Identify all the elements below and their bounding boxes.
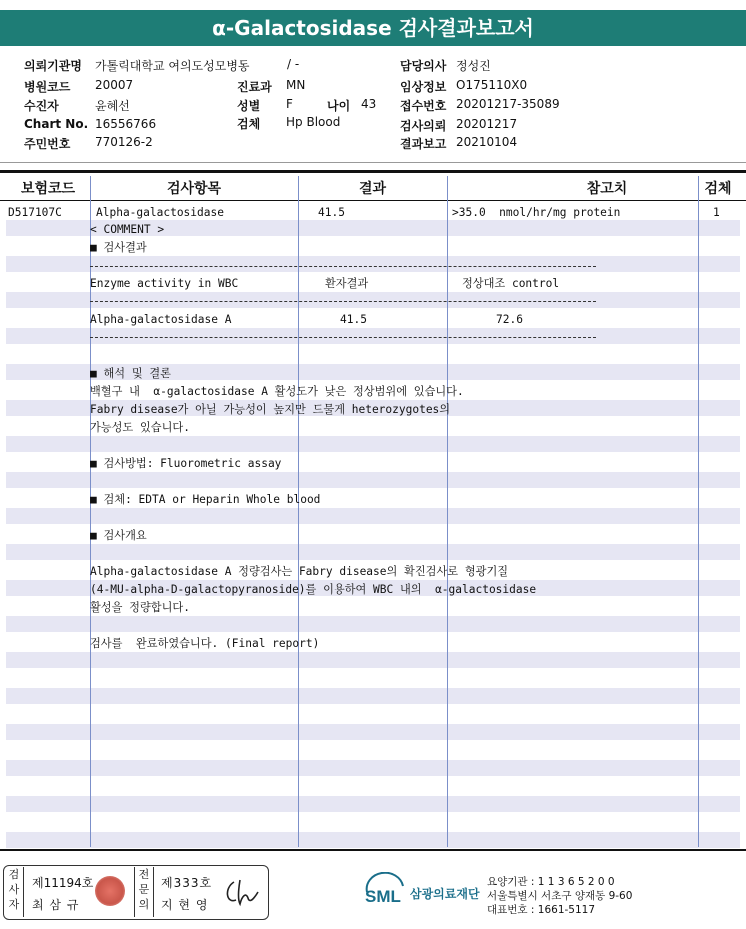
row-band: [6, 436, 740, 452]
label-age: 나이: [327, 99, 351, 113]
value-resident-no: 770126-2: [95, 135, 153, 149]
row-band: [6, 544, 740, 560]
value-request-date: 20201217: [456, 117, 518, 131]
value-ward: / -: [287, 57, 300, 71]
row-band: [6, 292, 740, 308]
doctor-label: 전문의: [134, 867, 154, 917]
dashed-rule: [90, 266, 596, 267]
label-doctor: 담당의사: [400, 59, 447, 73]
interpretation-line: 가능성도 있습니다.: [90, 421, 190, 434]
patient-value: 41.5: [340, 313, 367, 326]
label-sex: 성별: [237, 99, 261, 113]
label-resident-no: 주민번호: [24, 137, 71, 151]
grid-line: [698, 176, 699, 847]
tester-name: 최 삼 규: [32, 898, 80, 912]
value-doctor: 정성진: [456, 59, 491, 73]
row-band: [6, 724, 740, 740]
label-request-date: 검사의뢰: [400, 119, 447, 133]
report-title: α-Galactosidase 검사결과보고서: [0, 10, 746, 46]
row-reference: >35.0 nmol/hr/mg protein: [452, 206, 621, 219]
sml-logo-icon: [363, 872, 407, 912]
row-band: [6, 796, 740, 812]
tester-license: 제11194호: [32, 876, 94, 890]
final-report-line: 검사를 완료하였습니다. (Final report): [90, 637, 320, 650]
label-chart-no: Chart No.: [24, 117, 89, 131]
label-report-date: 결과보고: [400, 137, 447, 151]
label-clinical-info: 임상정보: [400, 80, 447, 94]
label-receipt-no: 접수번호: [400, 99, 447, 113]
col-header-result: 결과: [358, 181, 387, 197]
address: 서울특별시 서초구 양재동 9-60: [487, 890, 633, 902]
label-patient: 수진자: [24, 99, 59, 113]
signature-mark: [222, 874, 262, 910]
row-band: [6, 256, 740, 272]
row-band: [6, 760, 740, 776]
doctor-name: 지 현 영: [161, 898, 209, 912]
row-band: [6, 652, 740, 668]
row-band: [6, 472, 740, 488]
table-top-rule: [0, 170, 746, 173]
label-institution: 의뢰기관명: [24, 59, 82, 73]
table-bottom-rule: [0, 849, 746, 851]
row-result: 41.5: [318, 206, 345, 219]
overview-line: 활성을 정량합니다.: [90, 601, 190, 614]
table-col-patient: 환자결과: [325, 277, 369, 290]
overview-line: (4-MU-alpha-D-galactopyranoside)를 이용하여 WBC 내의 α-galactosidase: [90, 583, 537, 596]
value-patient: 윤혜선: [95, 99, 130, 113]
org-name: 삼광의료재단: [410, 887, 480, 901]
logo-text: SML: [365, 887, 401, 906]
overview-line: Alpha-galactosidase A 정량검사는 Fabry disease의 확진검사로 형광기질: [90, 565, 509, 578]
section-overview-heading: ■ 검사개요: [90, 529, 147, 542]
value-chart-no: 16556766: [95, 117, 157, 131]
row-band: [6, 508, 740, 524]
row-specimen: 1: [713, 206, 720, 219]
dashed-rule: [90, 337, 596, 338]
control-value: 72.6: [496, 313, 523, 326]
specimen-line: ■ 검체: EDTA or Heparin Whole blood: [90, 493, 321, 506]
header-divider: [0, 162, 746, 163]
method-line: ■ 검사방법: Fluorometric assay: [90, 457, 282, 470]
tester-label: 검사자: [5, 867, 24, 917]
value-sex: F: [286, 97, 293, 111]
value-report-date: 20210104: [456, 135, 518, 149]
row-band: [6, 616, 740, 632]
interpretation-line: Fabry disease가 아닐 가능성이 높지만 드물게 heterozygotes의: [90, 403, 451, 416]
doctor-license: 제333호: [161, 876, 213, 890]
value-age: 43: [361, 97, 377, 111]
section-result-heading: ■ 검사결과: [90, 241, 147, 254]
value-receipt-no: 20201217-35089: [456, 97, 560, 111]
row-band: [6, 328, 740, 344]
row-code: D517107C: [8, 206, 62, 219]
label-department: 진료과: [237, 80, 272, 94]
phone: 대표번호 : 1661-5117: [487, 904, 596, 916]
row-item: Alpha-galactosidase: [96, 206, 224, 219]
row-band: [6, 832, 740, 848]
label-hospital-code: 병원코드: [24, 80, 71, 94]
value-hospital-code: 20007: [95, 78, 134, 92]
col-header-specimen: 검체: [704, 181, 732, 197]
table-col-control: 정상대조 control: [462, 277, 560, 290]
label-specimen: 검체: [237, 117, 261, 131]
col-header-item: 검사항목: [166, 181, 222, 197]
value-institution: 가톨릭대학교 여의도성모병동: [95, 59, 250, 73]
enzyme-name: Alpha-galactosidase A: [90, 313, 232, 326]
col-header-code: 보험코드: [20, 181, 76, 197]
value-department: MN: [286, 78, 306, 92]
table-header-rule: [0, 200, 746, 201]
interpretation-line: 백혈구 내 α-galactosidase A 활성도가 낮은 정상범위에 있습니다.: [90, 385, 464, 398]
comment-header: < COMMENT >: [90, 223, 165, 236]
seal-stamp: [95, 876, 125, 906]
value-specimen: Hp Blood: [286, 115, 341, 129]
section-interpretation-heading: ■ 해석 및 결론: [90, 367, 171, 380]
institution-code: 요양기관 : 1 1 3 6 5 2 0 0: [487, 876, 615, 888]
row-band: [6, 688, 740, 704]
grid-line: [298, 176, 299, 847]
value-clinical-info: O175110X0: [456, 78, 528, 92]
grid-line: [447, 176, 448, 847]
table-col-enzyme: Enzyme activity in WBC: [90, 277, 239, 290]
col-header-reference: 참고치: [586, 181, 628, 197]
dashed-rule: [90, 301, 596, 302]
